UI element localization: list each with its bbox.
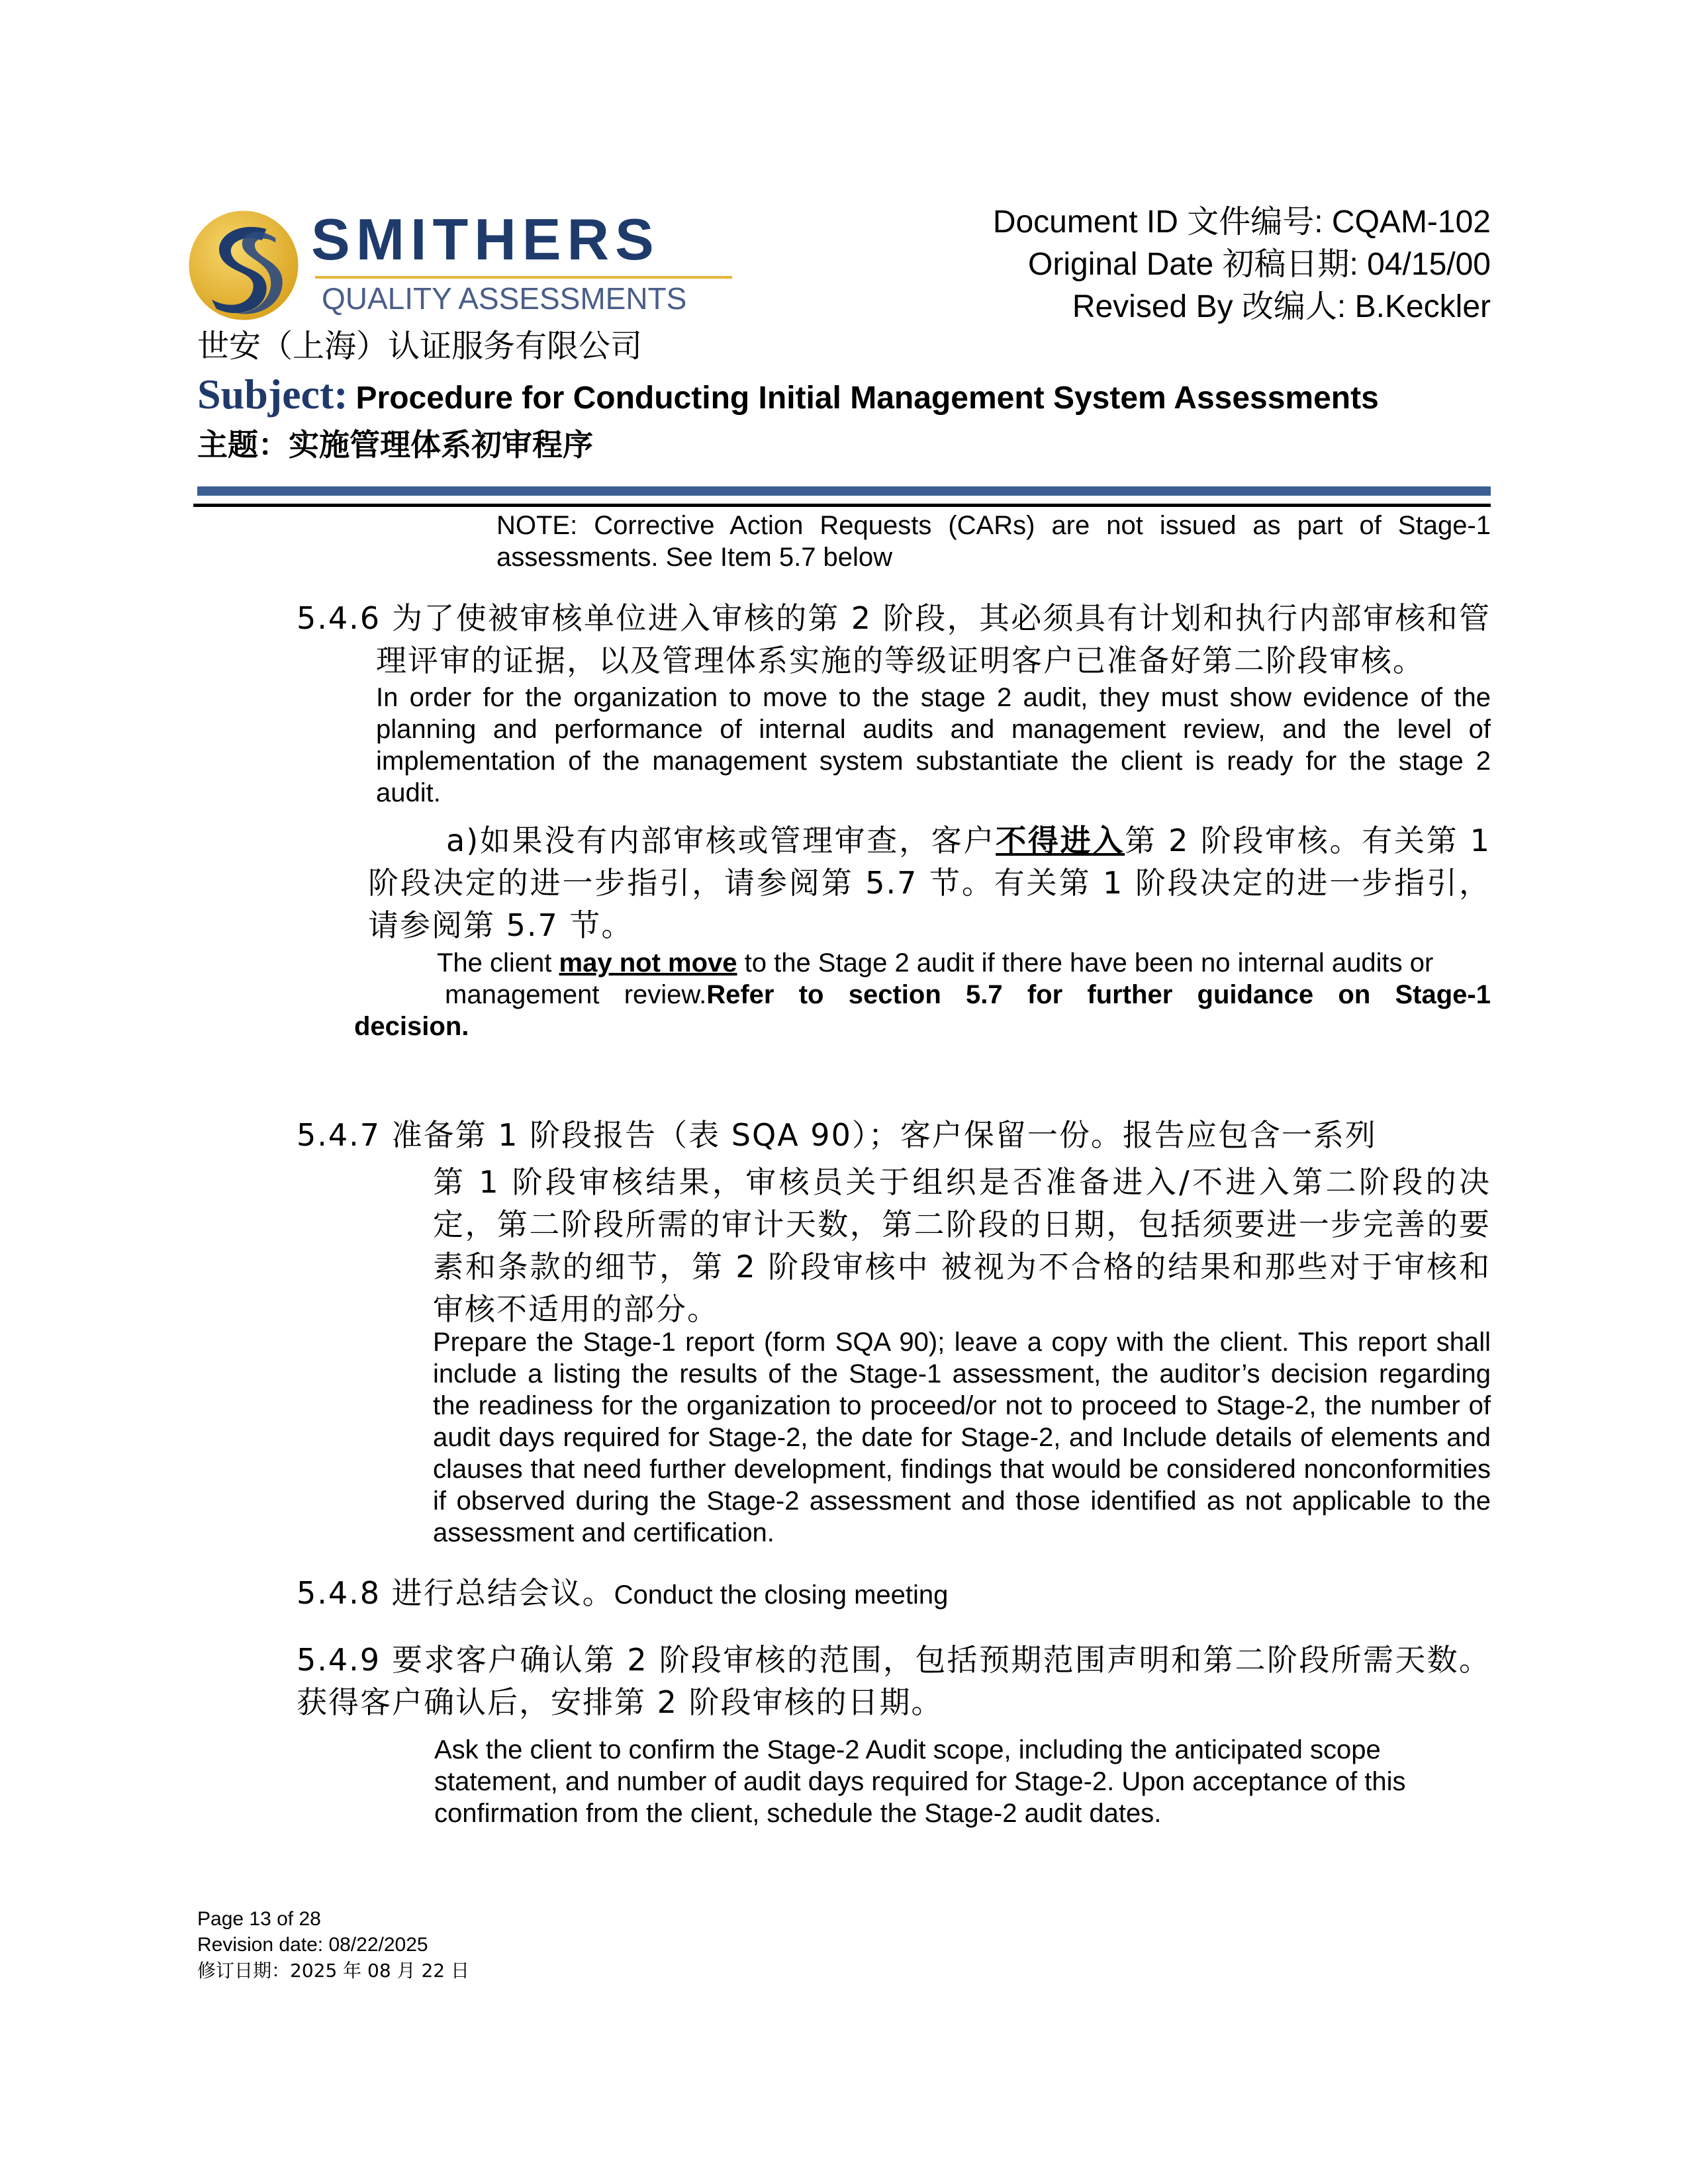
subject-label: Subject:	[197, 371, 348, 418]
section-5-4-7-en: Prepare the Stage-1 report (form SQA 90); leave a copy with the client. This report shall include a listing the results of the Stage-1 assessment, the auditor’s decision regarding the readiness for the organization to proceed/or not to proceed to Stage-2, the number of audit days required for Stage-2, the date for Stage-2, and Include details of elements and clauses that need further development, findings that would be considered nonconformities if observed during the Stage-2 assessment and those identified as not applicable to the assessment and certification.	[433, 1328, 1491, 1547]
item-a-en-text-rest: to the Stage 2 audit if there have been no internal audits or	[737, 948, 1434, 978]
section-number: 5.4.9	[297, 1642, 393, 1678]
item-a-text-cn-rest: 第 2 阶段审核。有关第 1 阶段决定的进一步指引，请参阅第 5.7 节。有关第 1 阶段决定的进一步指引，请参阅第 5.7 节。	[368, 823, 1491, 943]
section-number: 5.4.7	[297, 1117, 392, 1153]
section-5-4-6	[297, 597, 1491, 809]
section-5-4-7-cn: 第 1 阶段审核结果，审核员关于组织是否准备进入/不进入第二阶段的决定，第二阶段所需的审计天数，第二阶段的日期，包括须要进一步完善的要素和条款的细节，第 2 阶段审核中 被视为不合格的结果和那些对于审核和审核不适用的部分。	[433, 1164, 1491, 1327]
section-text-cn: 要求客户确认第 2 阶段审核的范围，包括预期范围声明和第二阶段所需天数。获得客户确认后，安排第 2 阶段审核的日期。	[297, 1642, 1491, 1720]
section-text-cn: 进行总结会议。	[391, 1575, 614, 1611]
subject-title: Procedure for Conducting Initial Management System Assessments	[355, 381, 1379, 416]
section-number: 5.4.8	[297, 1575, 392, 1611]
subject-line	[197, 373, 1379, 416]
section-text-en: Conduct the closing meeting	[614, 1580, 949, 1610]
section-5-4-9-cn	[297, 1639, 1491, 1723]
section-5-4-6-en: In order for the organization to move to the stage 2 audit, they must show evidence of the planning and performance of internal audits and management review, and the level of implementation of the management system substantiate the client is ready for the stage 2 audit.	[376, 683, 1491, 807]
section-5-4-9-en: Ask the client to confirm the Stage-2 Audit scope, including the anticipated scope statement, and number of audit days required for Stage-2. Upon acceptance of this confirmation from the client, schedule the Stage-2 audit dates.	[434, 1735, 1406, 1828]
item-a-en-line2	[367, 979, 1491, 1011]
section-number: 5.4.6	[297, 600, 393, 636]
company-name-cn: 世安（上海）认证服务有限公司	[197, 328, 643, 365]
original-date: Original Date 初稿日期: 04/15/00	[1028, 247, 1491, 282]
item-a-cn	[368, 819, 1491, 946]
item-a-en-text-2: management review.	[445, 980, 707, 1009]
item-a-emphasis-cn: 不得进入	[996, 823, 1125, 858]
note-paragraph: NOTE: Corrective Action Requests (CARs) are not issued as part of Stage-1 assessments. See Item 5.7 below	[496, 511, 1491, 572]
page-number: Page 13 of 28	[197, 1908, 321, 1930]
item-a-en-bold: Refer to section 5.7 for further guidance on Stage-1	[706, 980, 1491, 1009]
revision-date: Revision date: 08/22/2025	[197, 1934, 428, 1956]
item-a-en-bold-2: decision.	[354, 1012, 469, 1041]
section-text-cn: 为了使被审核单位进入审核的第 2 阶段，其必须具有计划和执行内部审核和管理评审的证据，以及管理体系实施的等级证明客户已准备好第二阶段审核。	[376, 600, 1491, 678]
item-a-en-emphasis: may not move	[559, 948, 737, 978]
revised-by: Revised By 改编人: B.Keckler	[1072, 289, 1491, 324]
item-a-text-cn: a)如果没有内部审核或管理审查，客户	[446, 823, 996, 858]
item-a-en-text: The client	[437, 948, 559, 978]
header-rule-blue	[197, 486, 1491, 496]
logo-divider	[315, 276, 732, 279]
document-id: Document ID 文件编号: CQAM-102	[992, 205, 1491, 240]
item-a-en	[354, 947, 1491, 1042]
item-a-en-line1	[367, 947, 1491, 979]
subject-title-cn: 主题：实施管理体系初审程序	[197, 428, 593, 462]
page-footer	[197, 1906, 469, 1983]
header-rule-black	[193, 504, 1491, 507]
section-5-4-8	[297, 1572, 948, 1616]
section-5-4-7-heading	[297, 1114, 1377, 1156]
section-5-4-6-cn	[297, 597, 1491, 682]
section-heading-cn: 准备第 1 阶段报告（表 SQA 90）；客户保留一份。报告应包含一系列	[391, 1117, 1377, 1153]
document-meta	[993, 201, 1491, 328]
logo-wordmark: SMITHERS	[311, 206, 660, 272]
smithers-logo-icon	[187, 208, 301, 322]
logo-subtitle: QUALITY ASSESSMENTS	[322, 281, 687, 316]
revision-date-cn: 修订日期：2025 年 08 月 22 日	[197, 1960, 470, 1981]
